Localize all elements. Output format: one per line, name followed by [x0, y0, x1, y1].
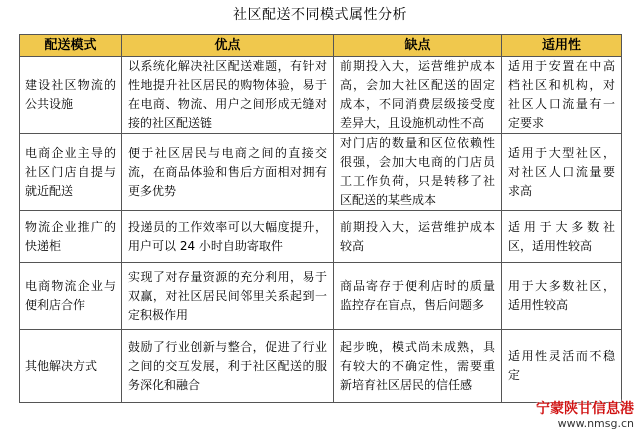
cell-pros: 实现了对存量资源的充分利用，易于双赢，对社区居民间邻里关系起到一定积极作用 — [122, 263, 334, 330]
cell-mode: 电商企业主导的社区门店自提与就近配送 — [20, 134, 122, 211]
header-mode: 配送模式 — [20, 35, 122, 57]
header-fit: 适用性 — [502, 35, 622, 57]
watermark-url: www.nmsg.cn — [557, 417, 634, 430]
table-row — [20, 330, 622, 403]
cell-mode: 物流企业推广的快递柜 — [20, 211, 122, 263]
table-row — [20, 263, 622, 330]
cell-fit: 用于大多数社区，适用性较高 — [502, 263, 622, 330]
cell-cons: 起步晚，模式尚未成熟，具有较大的不确定性，需要重新培育社区居民的信任感 — [334, 330, 502, 403]
watermark-name: 宁蒙陕甘信息港 — [536, 401, 634, 417]
cell-cons: 前期投入大，运营维护成本高，会加大社区配送的固定成本，不同消费层级接受度差异大，且设施机动性不高 — [334, 57, 502, 134]
cell-fit: 适用于安置在中高档社区和机构，对社区人口流量有一定要求 — [502, 57, 622, 134]
header-cons: 缺点 — [334, 35, 502, 57]
header-pros: 优点 — [122, 35, 334, 57]
attribute-table — [19, 34, 622, 403]
cell-pros: 投递员的工作效率可以大幅度提升，用户可以 24 小时自助寄取件 — [122, 211, 334, 263]
cell-mode: 电商物流企业与便利店合作 — [20, 263, 122, 330]
cell-mode: 建设社区物流的公共设施 — [20, 57, 122, 134]
cell-cons: 前期投入大，运营维护成本较高 — [334, 211, 502, 263]
cell-fit: 适用于大型社区，对社区人口流量要求高 — [502, 134, 622, 211]
cell-pros: 鼓励了行业创新与整合，促进了行业之间的交互发展，利于社区配送的服务深化和融合 — [122, 330, 334, 403]
cell-cons: 商品寄存于便利店时的质量监控存在盲点，售后问题多 — [334, 263, 502, 330]
table-row — [20, 57, 622, 134]
page-title: 社区配送不同模式属性分析 — [233, 7, 407, 23]
cell-cons: 对门店的数量和区位依赖性很强，会加大电商的门店员工工作负荷，只是转移了社区配送的某些成本 — [334, 134, 502, 211]
table-row — [20, 211, 622, 263]
cell-fit: 适用于大多数社区，适用性较高 — [502, 211, 622, 263]
table-row — [20, 134, 622, 211]
cell-fit: 适用性灵活而不稳定 — [502, 330, 622, 403]
cell-mode: 其他解决方式 — [20, 330, 122, 403]
table-header-row — [20, 35, 622, 57]
cell-pros: 便于社区居民与电商之间的直接交流，在商品体验和售后方面相对拥有更多优势 — [122, 134, 334, 211]
cell-pros: 以系统化解决社区配送难题，有针对性地提升社区居民的购物体验，易于在电商、物流、用户之间形成无缝对接的社区配送链 — [122, 57, 334, 134]
